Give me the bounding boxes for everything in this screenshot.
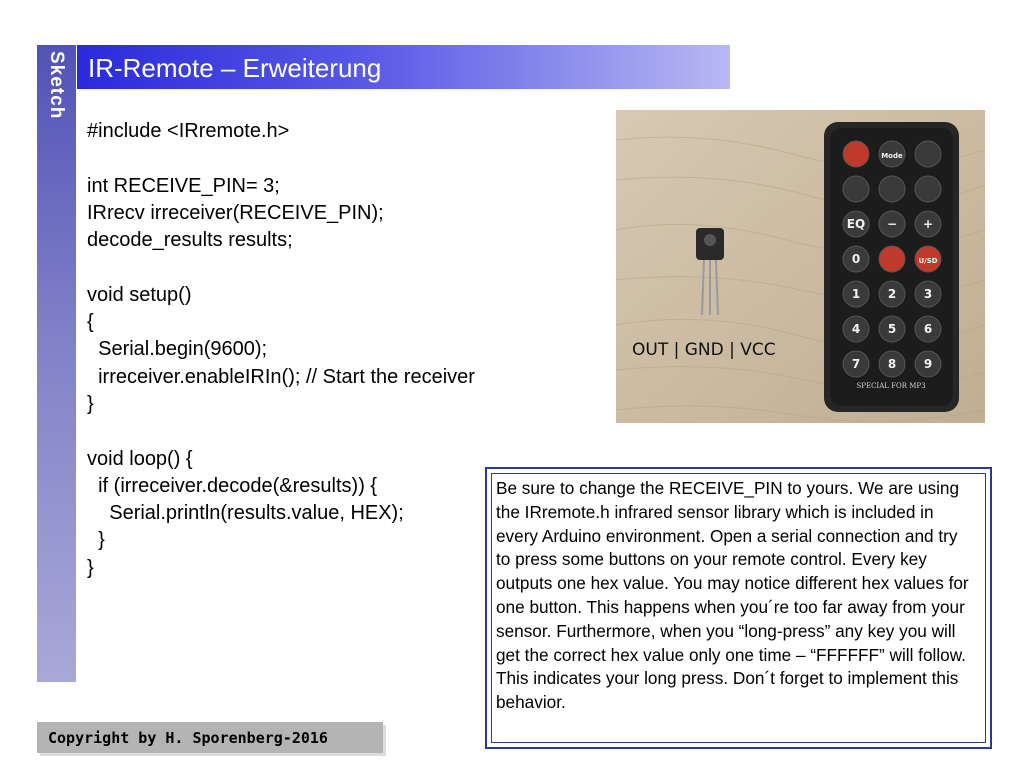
remote-button-label: 4 [851,322,861,336]
code-line: irreceiver.enableIRIn(); // Start the receiver [87,365,475,388]
remote-button-label: 1 [851,287,861,301]
code-line: } [87,529,105,552]
note-box [485,467,992,749]
section-label: Sketch [46,51,67,120]
code-line: } [87,392,94,415]
code-line [87,418,475,445]
remote-button [915,141,941,167]
remote-button-label: 6 [923,322,933,336]
code-line: Serial.begin(9600); [87,338,268,361]
remote-button [879,176,905,202]
section-sidebar [37,45,76,682]
remote-label: SPECIAL FOR MP3 [856,382,926,390]
remote-button-label: 8 [887,357,897,371]
code-line [87,145,475,172]
code-line: void loop() { [87,447,193,470]
code-line: void setup() [87,283,192,306]
remote-button-label: 3 [923,287,933,301]
remote-button-label: 7 [851,357,861,371]
remote-button-label: 5 [887,322,897,336]
code-line: if (irreceiver.decode(&results)) { [87,474,378,497]
remote-button-label: + [922,217,934,231]
code-line: int RECEIVE_PIN= 3; [87,174,280,197]
code-line: } [87,556,94,579]
code-line: decode_results results; [87,229,293,252]
code-line: IRrecv irreceiver(RECEIVE_PIN); [87,201,384,224]
remote-button-label: 0 [851,252,861,266]
pin-caption: OUT | GND | VCC [632,340,776,360]
ir-remote-photo [616,110,985,423]
remote-button [915,176,941,202]
title-bar [77,45,730,89]
code-line [87,254,475,281]
code-line: #include <IRremote.h> [87,120,290,142]
code-line: { [87,311,94,334]
remote-control [824,122,959,412]
note-text: Be sure to change the RECEIVE_PIN to yours. We are using the IRremote.h infrared sensor library which is included in every Arduino environment. Open a serial connection and try to press some buttons on your remote control. Every key outputs one hex value. You may notice different hex values for one button. This happens when you´re too far away from your sensor. Furthermore, when you “long-press” any key you will get the correct hex value only one time – “FFFFFF” will follow. This indicates your long press. Don´t forget to implement this behavior. [496,478,969,713]
remote-button-label: EQ [846,217,866,231]
remote-button-label: Mode [881,152,903,160]
remote-button-label: 9 [923,357,933,371]
slide-title: IR-Remote – Erweiterung [88,53,382,83]
remote-button [879,246,905,272]
remote-button-label: U/SD [918,257,938,265]
copyright-badge [37,722,383,753]
code-line: Serial.println(results.value, HEX); [87,502,404,525]
remote-button [843,176,869,202]
code-listing [87,118,475,582]
copyright-text: Copyright by H. Sporenberg-2016 [48,729,328,747]
remote-button-label: 2 [887,287,897,301]
remote-button-label: − [886,217,898,231]
remote-button [843,141,869,167]
